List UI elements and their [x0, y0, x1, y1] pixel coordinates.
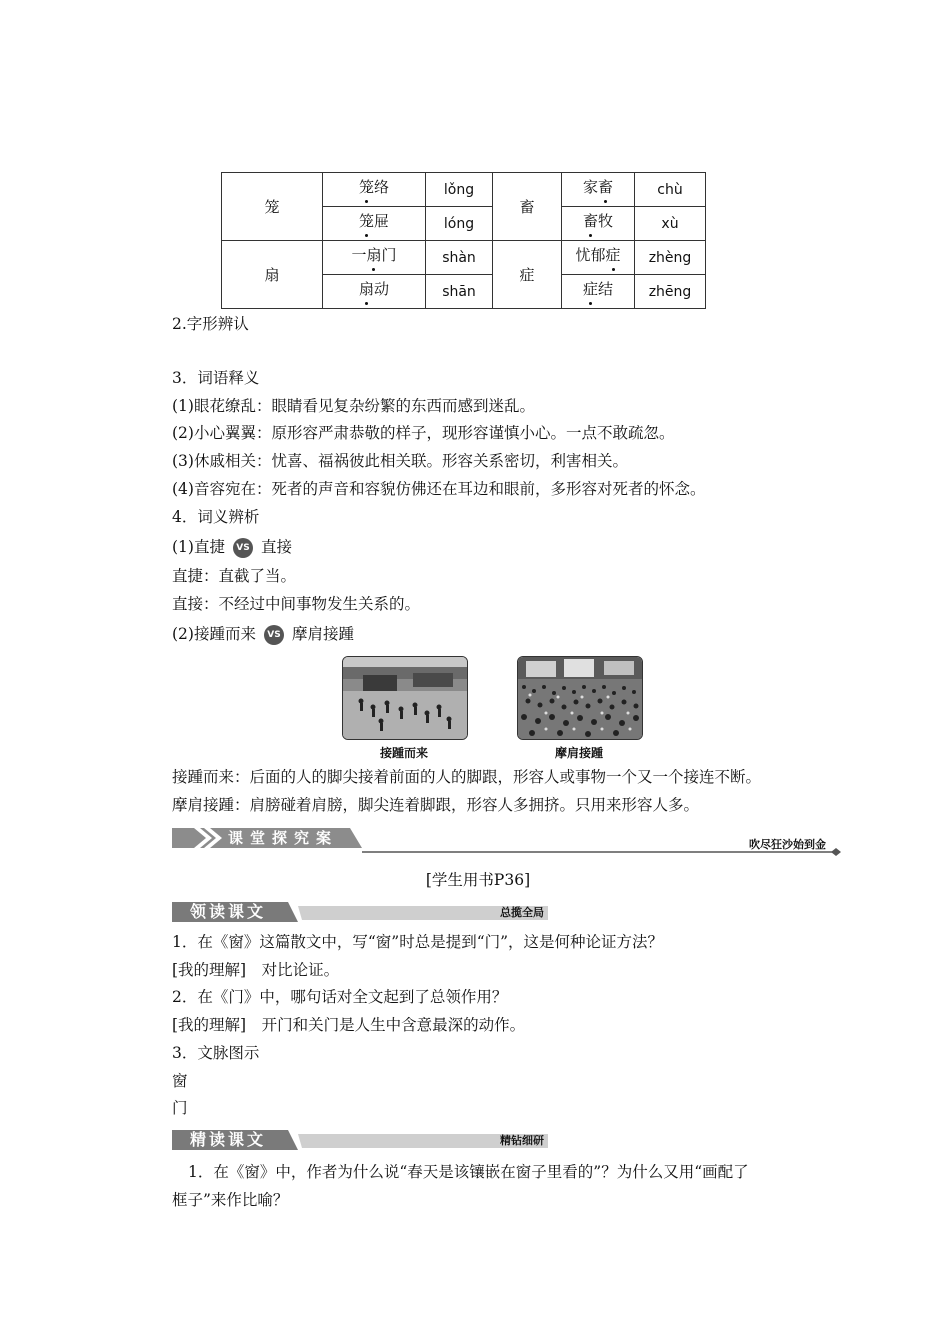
- dotted-char: 扇: [358, 280, 374, 298]
- dotted-char: 症: [582, 280, 598, 298]
- lead-line-2: [我的理解] 对比论证。: [172, 961, 340, 979]
- vs-icon: VS: [233, 538, 253, 558]
- definition-1: (1)眼花缭乱：眼睛看见复杂纷繁的东西而感到迷乱。: [172, 397, 535, 415]
- pinyin-table: [221, 172, 706, 309]
- head-char: 症: [493, 241, 562, 309]
- table-row: [222, 241, 706, 275]
- pair-2-word-a: (2)接踵而来: [172, 625, 256, 643]
- photo-queue: [342, 656, 468, 740]
- word-suffix: 牧: [598, 212, 614, 230]
- word-suffix: 动: [374, 280, 390, 298]
- pair-1-line-1: 直捷：直截了当。: [172, 567, 297, 585]
- head-char: 笼: [222, 173, 323, 241]
- dotted-char: 笼: [358, 178, 374, 196]
- pinyin-cell: lóng: [426, 207, 493, 241]
- word-suffix: 门: [381, 246, 397, 264]
- banner-title: 课堂探究案: [228, 829, 339, 847]
- section-2-heading: 2.字形辨认: [172, 315, 249, 333]
- dotted-char: 畜: [598, 178, 614, 196]
- lead-line-6: 窗: [172, 1072, 188, 1090]
- pair-2-line-1: 接踵而来：后面的人的脚尖接着前面的人的脚跟，形容人或事物一个又一个接连不断。: [172, 768, 762, 786]
- word-cell: [562, 207, 635, 241]
- word-cell: [562, 241, 635, 275]
- word-cell: [562, 173, 635, 207]
- definition-2: (2)小心翼翼：原形容严肃恭敬的样子，现形容谨慎小心。一点不敢疏忽。: [172, 424, 675, 442]
- pair-2-heading: [172, 624, 354, 645]
- pinyin-cell: xù: [635, 207, 706, 241]
- pair-1-heading: [172, 537, 292, 558]
- pair-1-word-b: 直接: [260, 538, 292, 556]
- word-suffix: 络: [374, 178, 390, 196]
- lead-line-3: 2．在《门》中，哪句话对全文起到了总领作用？: [172, 988, 508, 1006]
- word-cell: [323, 241, 426, 275]
- pair-1-word-a: (1)直捷: [172, 538, 225, 556]
- lead-banner-title: 领读课文: [190, 902, 267, 921]
- vs-icon: VS: [264, 625, 284, 645]
- word-prefix: 一: [351, 246, 367, 264]
- table-row: [222, 173, 706, 207]
- photo-crowd: [517, 656, 643, 740]
- definition-4: (4)音容宛在：死者的声音和容貌仿佛还在耳边和眼前，多形容对死者的怀念。: [172, 480, 706, 498]
- section-3-heading: 3．词语释义: [172, 369, 260, 387]
- definition-3: (3)休戚相关：忧喜、福祸彼此相关联。形容关系密切，利害相关。: [172, 452, 628, 470]
- word-cell: [323, 207, 426, 241]
- lead-line-4: [我的理解] 开门和关门是人生中含意最深的动作。: [172, 1016, 526, 1034]
- head-char: 畜: [493, 173, 562, 241]
- pair-1-line-2: 直接：不经过中间事物发生关系的。: [172, 595, 421, 613]
- lead-banner: [172, 902, 548, 922]
- lead-line-7: 门: [172, 1099, 188, 1117]
- pair-2-line-2: 摩肩接踵：肩膀碰着肩膀，脚尖连着脚跟，形容人多拥挤。只用来形容人多。: [172, 796, 700, 814]
- dotted-char: 笼: [358, 212, 374, 230]
- word-cell: [323, 173, 426, 207]
- pinyin-cell: chù: [635, 173, 706, 207]
- head-char: 扇: [222, 241, 323, 309]
- book-reference: [0, 870, 950, 890]
- book-reference-text: [学生用书P36]: [425, 871, 531, 889]
- section-4-heading: 4．词义辨析: [172, 508, 260, 526]
- word-suffix: 屉: [374, 212, 390, 230]
- fine-banner: [172, 1130, 548, 1150]
- lead-line-1: 1．在《窗》这篇散文中，写“窗”时总是提到“门”，这是何种论证方法？: [172, 933, 664, 951]
- pinyin-cell: zhèng: [635, 241, 706, 275]
- word-prefix: 家: [582, 178, 598, 196]
- fine-banner-subtitle: 精钻细研: [500, 1134, 544, 1147]
- word-suffix: 结: [598, 280, 614, 298]
- pinyin-cell: shān: [426, 275, 493, 309]
- pinyin-cell: lǒng: [426, 173, 493, 207]
- lead-line-5: 3．文脉图示: [172, 1044, 260, 1062]
- word-cell: [323, 275, 426, 309]
- banner-motto: 吹尽狂沙始到金: [749, 838, 826, 851]
- dotted-char: 畜: [582, 212, 598, 230]
- lead-banner-subtitle: 总揽全局: [500, 906, 544, 919]
- pair-2-word-b: 摩肩接踵: [291, 625, 354, 643]
- caption-crowd: 摩肩接踵: [554, 746, 603, 760]
- dotted-char: 扇: [366, 246, 382, 264]
- fine-line-2: 框子”来作比喻？: [172, 1191, 289, 1209]
- caption-queue: 接踵而来: [379, 746, 428, 760]
- word-cell: [562, 275, 635, 309]
- fine-banner-title: 精读课文: [190, 1130, 267, 1149]
- dotted-char: 症: [605, 246, 621, 264]
- fine-line-1: 1．在《窗》中，作者为什么说“春天是该镶嵌在窗子里看的”？为什么又用“画配了: [188, 1163, 749, 1181]
- pinyin-cell: shàn: [426, 241, 493, 275]
- word-prefix: 忧郁: [575, 246, 606, 264]
- pinyin-cell: zhēng: [635, 275, 706, 309]
- section-banner: [172, 826, 842, 860]
